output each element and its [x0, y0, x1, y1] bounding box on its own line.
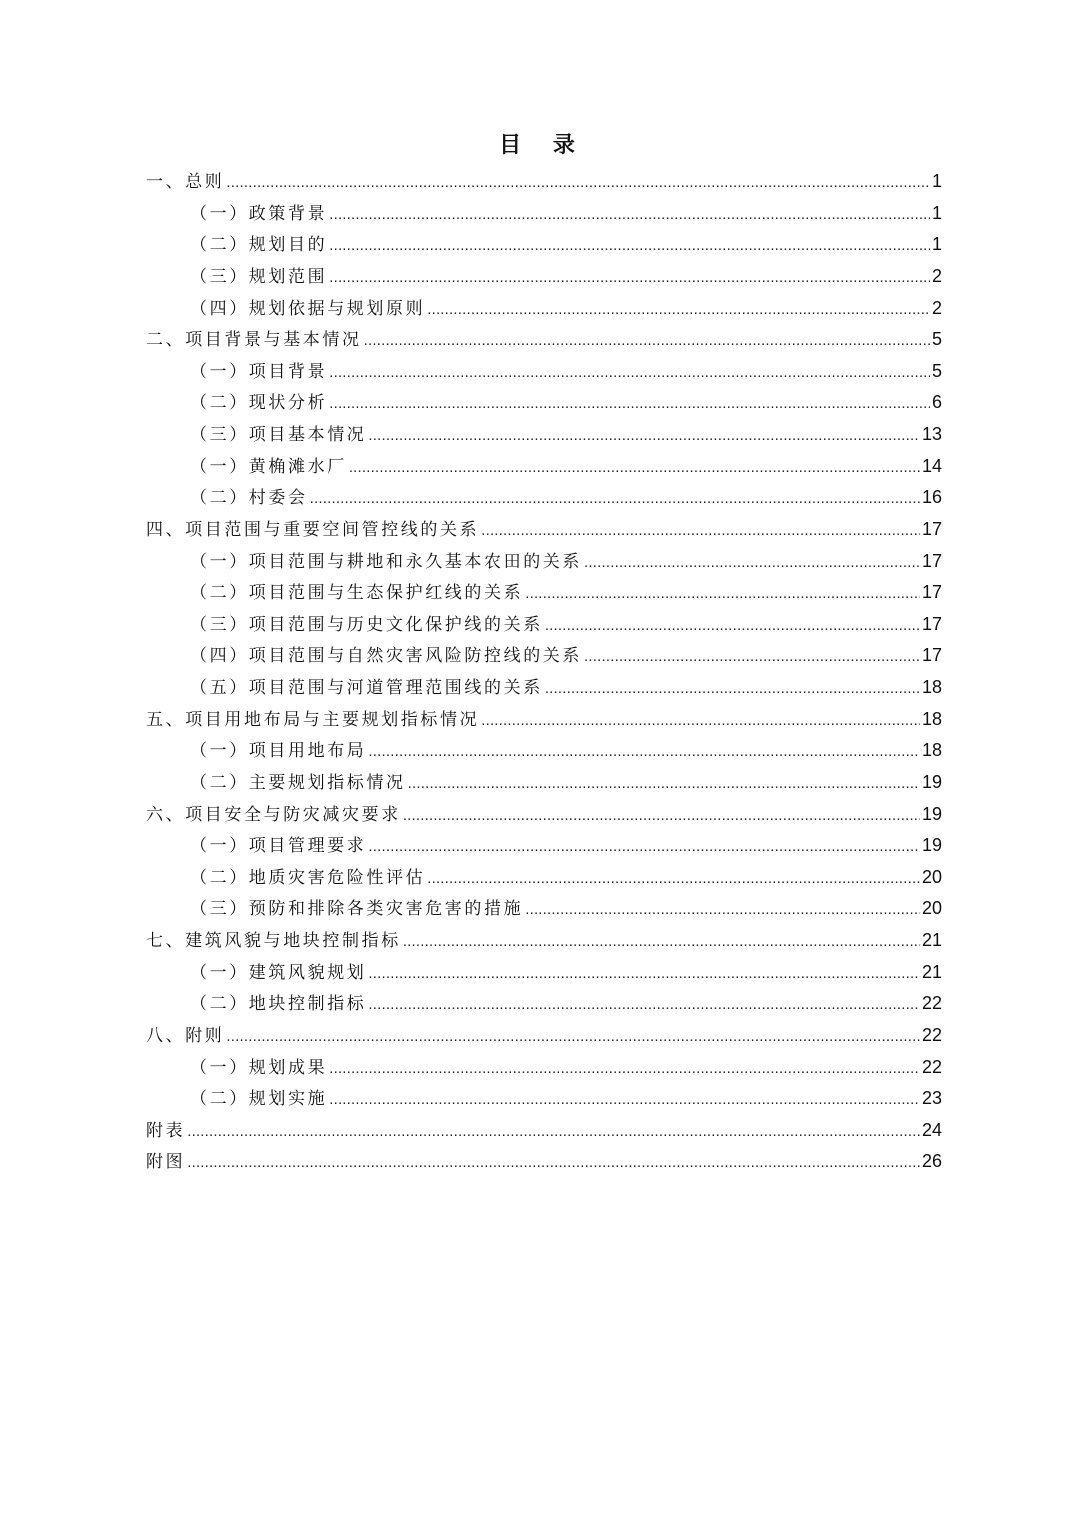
dot-leader	[368, 989, 920, 1021]
toc-entry-page-number: 22	[921, 993, 942, 1014]
dot-leader	[427, 294, 930, 326]
toc-entry-page-number: 5	[931, 360, 942, 381]
toc-entry-label: （二）规划实施	[190, 1089, 328, 1110]
dot-leader	[525, 894, 920, 926]
dot-leader	[368, 420, 920, 452]
toc-entry[interactable]	[146, 356, 942, 388]
dot-leader	[368, 831, 920, 863]
toc-entry-page-number: 17	[921, 550, 942, 571]
toc-entry-page-number: 18	[921, 740, 942, 761]
toc-entry-page-number: 1	[931, 202, 942, 223]
toc-entry[interactable]	[146, 1115, 942, 1147]
toc-entry-page-number: 24	[921, 1119, 942, 1140]
toc-entry-page-number: 17	[921, 613, 942, 634]
dot-leader	[584, 641, 920, 673]
dot-leader	[329, 388, 930, 420]
toc-entry[interactable]	[146, 387, 942, 419]
toc-entry-page-number: 18	[921, 677, 942, 697]
toc-entry-label: （五）项目范围与河道管理范围线的关系	[190, 678, 543, 698]
dot-leader	[226, 167, 930, 199]
toc-entry[interactable]	[146, 1052, 942, 1084]
toc-entry-page-number: 1	[931, 234, 942, 255]
toc-entry-page-number: 18	[921, 708, 942, 729]
toc-entry-label: 四、项目范围与重要空间管控线的关系	[146, 519, 480, 540]
toc-entry-label: 七、建筑风貌与地块控制指标	[146, 931, 401, 951]
toc-entry-page-number: 20	[921, 898, 942, 919]
toc-entry[interactable]	[146, 198, 942, 230]
toc-entry-label: （四）项目范围与自然灾害风险防控线的关系	[190, 646, 582, 667]
dot-leader	[368, 958, 920, 990]
dot-leader	[427, 863, 920, 895]
toc-entry-label: （一）建筑风貌规划	[190, 962, 367, 983]
toc-entry[interactable]	[146, 925, 942, 957]
toc-entry[interactable]	[146, 451, 942, 483]
toc-entry-page-number: 1	[931, 171, 942, 191]
toc-entry[interactable]	[146, 261, 942, 293]
toc-entry-label: （三）项目范围与历史文化保护线的关系	[190, 614, 543, 635]
toc-entry-page-number: 2	[931, 265, 942, 286]
dot-leader	[403, 800, 920, 832]
toc-entry-label: （三）项目基本情况	[190, 425, 367, 445]
dot-leader	[329, 262, 930, 294]
toc-entry[interactable]	[146, 957, 942, 989]
toc-entry-label: （二）村委会	[190, 488, 308, 509]
dot-leader	[408, 768, 920, 800]
toc-entry[interactable]	[146, 482, 942, 514]
toc-entry-page-number: 17	[921, 518, 942, 539]
toc-entry-page-number: 23	[921, 1088, 942, 1109]
toc-entry[interactable]	[146, 166, 942, 198]
toc-entry-label: 五、项目用地布局与主要规划指标情况	[146, 709, 480, 730]
dot-leader	[226, 1021, 920, 1053]
toc-entry[interactable]	[146, 830, 942, 862]
dot-leader	[481, 705, 920, 737]
toc-entry[interactable]	[146, 514, 942, 546]
toc-entry-label: （二）主要规划指标情况	[190, 772, 406, 793]
toc-entry-page-number: 17	[921, 645, 942, 666]
toc-entry-label: （二）地质灾害危险性评估	[190, 867, 426, 888]
dot-leader	[329, 1084, 920, 1116]
toc-entry-page-number: 26	[921, 1151, 942, 1172]
toc-entry-label: （二）现状分析	[190, 393, 328, 414]
dot-leader	[481, 515, 920, 547]
toc-entry[interactable]	[146, 229, 942, 261]
dot-leader	[310, 483, 920, 515]
toc-entry-label: 附图	[146, 1152, 186, 1173]
toc-entry-label: （一）项目用地布局	[190, 741, 367, 762]
toc-entry[interactable]	[146, 419, 942, 451]
dot-leader	[368, 736, 920, 768]
toc-entry[interactable]	[146, 988, 942, 1020]
table-of-contents	[146, 166, 942, 1178]
dot-leader	[364, 325, 930, 357]
toc-entry-page-number: 22	[921, 1024, 942, 1045]
toc-entry[interactable]	[146, 735, 942, 767]
toc-entry[interactable]	[146, 640, 942, 672]
toc-entry-label: 附表	[146, 1120, 186, 1141]
toc-entry[interactable]	[146, 1083, 942, 1115]
dot-leader	[329, 199, 930, 231]
toc-entry-page-number: 14	[921, 455, 942, 476]
toc-entry-page-number: 6	[931, 392, 942, 413]
toc-entry[interactable]	[146, 893, 942, 925]
toc-entry[interactable]	[146, 799, 942, 831]
dot-leader	[403, 926, 920, 958]
toc-entry-page-number: 19	[921, 803, 942, 824]
toc-entry[interactable]	[146, 672, 942, 704]
toc-entry[interactable]	[146, 609, 942, 641]
toc-entry[interactable]	[146, 1146, 942, 1178]
toc-entry-label: 二、项目背景与基本情况	[146, 330, 362, 351]
toc-entry[interactable]	[146, 1020, 942, 1052]
toc-entry[interactable]	[146, 577, 942, 609]
toc-entry-page-number: 20	[921, 866, 942, 887]
toc-entry-page-number: 19	[921, 771, 942, 792]
dot-leader	[545, 673, 920, 705]
toc-entry[interactable]	[146, 767, 942, 799]
toc-entry[interactable]	[146, 862, 942, 894]
dot-leader	[525, 578, 920, 610]
toc-entry-label: （二）地块控制指标	[190, 994, 367, 1015]
dot-leader	[349, 452, 920, 484]
toc-entry-label: （二）项目范围与生态保护红线的关系	[190, 583, 524, 604]
toc-entry-page-number: 19	[921, 835, 942, 856]
toc-entry-label: 六、项目安全与防灾减灾要求	[146, 804, 401, 825]
dot-leader	[187, 1147, 920, 1179]
dot-leader	[329, 1053, 920, 1085]
toc-entry-label: （三）预防和排除各类灾害危害的措施	[190, 899, 524, 920]
toc-entry-label: 一、总则	[146, 172, 225, 192]
toc-entry[interactable]	[146, 704, 942, 736]
dot-leader	[329, 230, 930, 262]
toc-entry-label: （四）规划依据与规划原则	[190, 298, 426, 319]
toc-entry[interactable]	[146, 293, 942, 325]
toc-entry-page-number: 16	[921, 487, 942, 508]
toc-entry-label: （一）规划成果	[190, 1057, 328, 1078]
toc-entry-label: （一）项目范围与耕地和永久基本农田的关系	[190, 551, 582, 572]
toc-entry-page-number: 17	[921, 582, 942, 603]
toc-entry-label: （一）政策背景	[190, 203, 328, 224]
toc-entry[interactable]	[146, 546, 942, 578]
toc-entry-label: （二）规划目的	[190, 235, 328, 256]
toc-entry-page-number: 5	[931, 329, 942, 350]
toc-entry-label: （一）项目管理要求	[190, 836, 367, 857]
toc-entry-page-number: 22	[921, 1056, 942, 1077]
toc-entry-page-number: 21	[921, 961, 942, 982]
toc-entry-label: （一）项目背景	[190, 361, 328, 382]
toc-entry-label: （三）规划范围	[190, 266, 328, 287]
toc-entry-page-number: 21	[921, 930, 942, 950]
dot-leader	[545, 610, 920, 642]
dot-leader	[187, 1116, 920, 1148]
page-title: 目 录	[499, 133, 587, 158]
toc-entry-page-number: 13	[921, 424, 942, 444]
toc-entry-label: （一）黄桷滩水厂	[190, 456, 347, 477]
toc-entry[interactable]	[146, 324, 942, 356]
toc-entry-label: 八、附则	[146, 1025, 225, 1046]
dot-leader	[584, 547, 920, 579]
toc-entry-page-number: 2	[931, 297, 942, 318]
dot-leader	[329, 357, 930, 389]
